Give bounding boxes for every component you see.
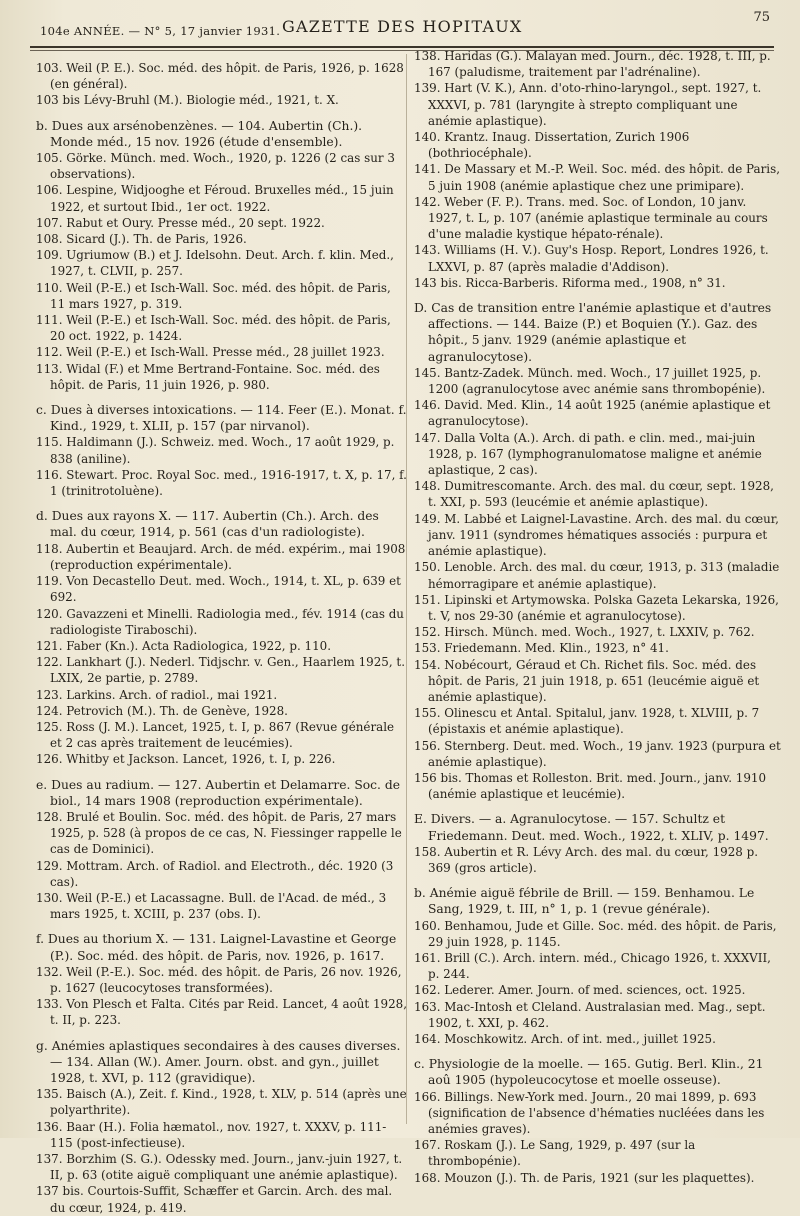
reference-entry: 128. Brulé et Boulin. Soc. méd. des hôpit. de Paris, 27 mars 1925, p. 528 (à propos de ce cas, N. Fiessinger rappelle le cas de Dominici). [36,809,402,857]
section-gap [414,802,784,811]
reference-entry: 147. Dalla Volta (A.). Arch. di path. e clin. med., mai-juin 1928, p. 167 (lymphogranulomatose maligne et anémie aplastique, 2 cas). [414,430,762,478]
reference-entry: 118. Aubertin et Beaujard. Arch. de méd. expérim., mai 1908 (reproduction expérimentale). [36,541,406,572]
reference-section-heading: b. Dues aux arsénobenzènes. — 104. Aubertin (Ch.). Monde méd., 15 nov. 1926 (étude d'ensemble). [36,118,363,149]
reference-entry: 116. Stewart. Proc. Royal Soc. med., 1916-1917, t. X, p. 17, f. 1 (trinitrotoluène). [36,467,407,499]
reference-entry: 158. Aubertin et R. Lévy Arch. des mal. du cœur, 1928 p. 369 (gros article). [414,844,759,875]
section-gap [414,291,784,300]
reference-entry: 168. Mouzon (J.). Th. de Paris, 1921 (sur les plaquettes). [414,1170,755,1185]
reference-entry: 138. Haridas (G.). Malayan med. Journ., déc. 1928, t. III, p. 167 (paludisme, traitement par l'adrénaline). [414,49,771,80]
section-gap [36,393,408,402]
reference-entry: 140. Krantz. Inaug. Dissertation, Zurich 1906 (bothriocéphale). [414,130,690,161]
reference-section-heading: g. Anémies aplastiques secondaires à des causes diverses. — 134. Allan (W.). Amer. Journ. obst. and gyn., juillet 1928, t. XVI, p. 112 (gravidique). [36,1038,401,1085]
page-number: 75 [753,10,770,25]
reference-entry: 153. Friedemann. Med. Klin., 1923, n° 41. [414,641,669,656]
reference-section-heading: c. Physiologie de la moelle. — 165. Gutig. Berl. Klin., 21 aoû 1905 (hypoleucocytose et moelle osseuse). [414,1057,764,1088]
reference-entry: 107. Rabut et Oury. Presse méd., 20 sept. 1922. [36,215,325,230]
reference-entry: 133. Von Plesch et Falta. Cités par Reid. Lancet, 4 août 1928, t. II, p. 223. [36,997,407,1028]
reference-entry: 143 bis. Ricca-Barberis. Riforma med., 1908, n° 31. [414,275,726,290]
reference-entry: 139. Hart (V. K.), Ann. d'oto-rhino-laryngol., sept. 1927, t. XXXVI, p. 781 (laryngite à strepto compliquant une anémie aplastique). [414,81,762,128]
reference-entry: 129. Mottram. Arch. of Radiol. and Electroth., déc. 1920 (3 cas). [36,858,394,889]
reference-entry: 141. De Massary et M.-P. Weil. Soc. méd. des hôpit. de Paris, 5 juin 1908 (anémie aplastique chez une primipare). [414,162,780,193]
section-gap [36,768,408,777]
reference-entry: 122. Lankhart (J.). Nederl. Tidjschr. v. Gen., Haarlem 1925, t. LXIX, 2e partie, p. 2789. [36,655,405,686]
reference-entry: 160. Benhamou, Jude et Gille. Soc. méd. des hôpit. de Paris, 29 juin 1928, p. 1145. [414,918,777,949]
reference-section-heading: d. Dues aux rayons X. — 117. Aubertin (Ch.). Arch. des mal. du cœur, 1914, p. 561 (cas d'un radiologiste). [36,509,379,540]
reference-section-heading: c. Dues à diverses intoxications. — 114. Feer (E.). Monat. f. Kind., 1929, t. XLII, p. 157 (par nirvanol). [36,403,407,434]
reference-entry: 161. Brill (C.). Arch. intern. méd., Chicago 1926, t. XXXVII, p. 244. [414,950,771,982]
reference-entry: 151. Lipinski et Artymowska. Polska Gazeta Lekarska, 1926, t. V, nos 29-30 (anémie et agranulocytose). [414,592,779,623]
reference-entry: 137. Borzhim (S. G.). Odessky med. Journ., janv.-juin 1927, t. II, p. 63 (otite aiguë compliquant une anémie aplastique). [36,1152,403,1183]
reference-entry: 136. Baar (H.). Folia hæmatol., nov. 1927, t. XXXV, p. 111-115 (post-infectieuse). [36,1119,387,1150]
reference-entry: 155. Olinescu et Antal. Spitalul, janv. 1928, t. XLVIII, p. 7 (épistaxis et anémie aplastique). [414,706,760,737]
section-gap [36,922,408,931]
reference-entry: 121. Faber (Kn.). Acta Radiologica, 1922, p. 110. [36,638,331,653]
reference-entry: 137 bis. Courtois-Suffit, Schæffer et Garcin. Arch. des mal. du cœur, 1924, p. 419. [36,1184,393,1215]
reference-entry: 156. Sternberg. Deut. med. Woch., 19 janv. 1923 (purpura et anémie aplastique). [414,738,781,769]
reference-entry: 152. Hirsch. Münch. med. Woch., 1927, t. LXXIV, p. 762. [414,625,755,640]
section-gap [36,499,408,508]
reference-section-heading: D. Cas de transition entre l'anémie aplastique et d'autres affections. — 144. Baize (P.) et Boquien (Y.). Gaz. des hôpit., 5 janv. 1929 (anémie aplastique et agranulocytose). [414,301,772,364]
reference-entry: 145. Bantz-Zadek. Münch. med. Woch., 17 juillet 1925, p. 1200 (agranulocytose avec anémie sans thrombopénie). [414,365,766,397]
reference-entry: 109. Ugriumow (B.) et J. Idelsohn. Deut. Arch. f. klin. Med., 1927, t. CLVII, p. 257. [36,248,394,279]
reference-entry: 119. Von Decastello Deut. med. Woch., 1914, t. XL, p. 639 et 692. [36,574,401,605]
reference-entry: 132. Weil (P.-E.). Soc. méd. des hôpit. de Paris, 26 nov. 1926, p. 1627 (leucocytoses transformées). [36,964,402,995]
reference-entry: 149. M. Labbé et Laignel-Lavastine. Arch. des mal. du cœur, janv. 1911 (syndromes hématiques associés : purpura et anémie aplastique). [414,511,779,559]
reference-entry: 166. Billings. New-York med. Journ., 20 mai 1899, p. 693 (signification de l'absence d'hématies nucléées dans les anémies graves). [414,1089,765,1136]
reference-entry: 103 bis Lévy-Bruhl (M.). Biologie méd., 1921, t. X. [36,93,339,108]
section-gap [36,109,408,118]
reference-entry: 164. Moschkowitz. Arch. of int. med., juillet 1925. [414,1031,716,1046]
section-gap [36,1029,408,1038]
reference-entry: 110. Weil (P.-E.) et Isch-Wall. Soc. méd. des hôpit. de Paris, 11 mars 1927, p. 319. [36,280,391,311]
reference-entry: 148. Dumitrescomante. Arch. des mal. du cœur, sept. 1928, t. XXI, p. 593 (leucémie et anémie aplastique). [414,479,774,510]
reference-entry: 156 bis. Thomas et Rolleston. Brit. med. Journ., janv. 1910 (anémie aplastique et leucémie). [414,770,767,802]
reference-entry: 111. Weil (P.-E.) et Isch-Wall. Soc. méd. des hôpit. de Paris, 20 oct. 1922, p. 1424. [36,313,391,344]
section-gap [414,876,784,885]
reference-section-heading: b. Anémie aiguë fébrile de Brill. — 159. Benhamou. Le Sang, 1929, t. III, n° 1, p. 1 (revue générale). [414,886,755,917]
reference-section-heading: e. Dues au radium. — 127. Aubertin et Delamarre. Soc. de biol., 14 mars 1908 (reproduction expérimentale). [36,777,401,808]
left-column [36,60,408,1215]
section-gap [414,1047,784,1056]
reference-entry: 142. Weber (F. P.). Trans. med. Soc. of London, 10 janv. 1927, t. L, p. 107 (anémie aplastique terminale au cours d'une maladie kystique hépato-rénale). [414,194,768,242]
reference-entry: 150. Lenoble. Arch. des mal. du cœur, 1913, p. 313 (maladie hémorragipare et anémie aplastique). [414,560,780,591]
reference-entry: 106. Lespine, Widjooghe et Féroud. Bruxelles méd., 15 juin 1922, et surtout Ibid., 1er oct. 1922. [36,183,394,214]
reference-entry: 123. Larkins. Arch. of radiol., mai 1921. [36,687,278,702]
reference-entry: 135. Baisch (A.), Zeit. f. Kind., 1928, t. XLV, p. 514 (après une polyarthrite). [36,1087,407,1118]
reference-entry: 162. Lederer. Amer. Journ. of med. sciences, oct. 1925. [414,983,746,998]
reference-entry: 112. Weil (P.-E.) et Isch-Wall. Presse méd., 28 juillet 1923. [36,345,385,360]
issue-info: 104e ANNÉE. — N° 5, 17 janvier 1931. [40,24,281,38]
reference-entry: 113. Widal (F.) et Mme Bertrand-Fontaine. Soc. méd. des hôpit. de Paris, 11 juin 1926, p. 980. [36,361,380,392]
journal-title: GAZETTE DES HOPITAUX [282,17,523,36]
reference-entry: 125. Ross (J. M.). Lancet, 1925, t. I, p. 867 (Revue générale et 2 cas après traitement de leucémies). [36,719,395,751]
reference-entry: 146. David. Med. Klin., 14 août 1925 (anémie aplastique et agranulocytose). [414,398,771,429]
right-column [414,48,784,1185]
reference-entry: 154. Nobécourt, Géraud et Ch. Richet fils. Soc. méd. des hôpit. de Paris, 21 juin 1918, p. 651 (leucémie aiguë et anémie aplastique). [414,657,760,704]
reference-entry: 126. Whitby et Jackson. Lancet, 1926, t. I, p. 226. [36,752,336,767]
reference-entry: 124. Petrovich (M.). Th. de Genève, 1928. [36,703,288,718]
reference-entry: 105. Görke. Münch. med. Woch., 1920, p. 1226 (2 cas sur 3 observations). [36,151,395,182]
reference-entry: 120. Gavazzeni et Minelli. Radiologia med., fév. 1914 (cas du radiologiste Tiraboschi). [36,606,404,637]
reference-section-heading: f. Dues au thorium X. — 131. Laignel-Lavastine et George (P.). Soc. méd. des hôpit. de Paris, nov. 1926, p. 1617. [36,932,397,963]
reference-entry: 115. Haldimann (J.). Schweiz. med. Woch., 17 août 1929, p. 838 (aniline). [36,435,395,466]
reference-entry: 103. Weil (P. E.). Soc. méd. des hôpit. de Paris, 1926, p. 1628 (en général). [36,61,404,92]
reference-section-heading: E. Divers. — a. Agranulocytose. — 157. Schultz et Friedemann. Deut. med. Woch., 1922, t. XLIV, p. 1497. [414,812,769,843]
page-header [30,10,774,48]
reference-entry: 108. Sicard (J.). Th. de Paris, 1926. [36,232,247,247]
reference-entry: 167. Roskam (J.). Le Sang, 1929, p. 497 (sur la thrombopénie). [414,1138,696,1169]
reference-entry: 163. Mac-Intosh et Cleland. Australasian med. Mag., sept. 1902, t. XXI, p. 462. [414,999,766,1030]
reference-entry: 143. Williams (H. V.). Guy's Hosp. Report, Londres 1926, t. LXXVI, p. 87 (après maladie d'Addison). [414,243,769,274]
reference-entry: 130. Weil (P.-E.) et Lacassagne. Bull. de l'Acad. de méd., 3 mars 1925, t. XCIII, p. 237 (obs. I). [36,890,387,922]
